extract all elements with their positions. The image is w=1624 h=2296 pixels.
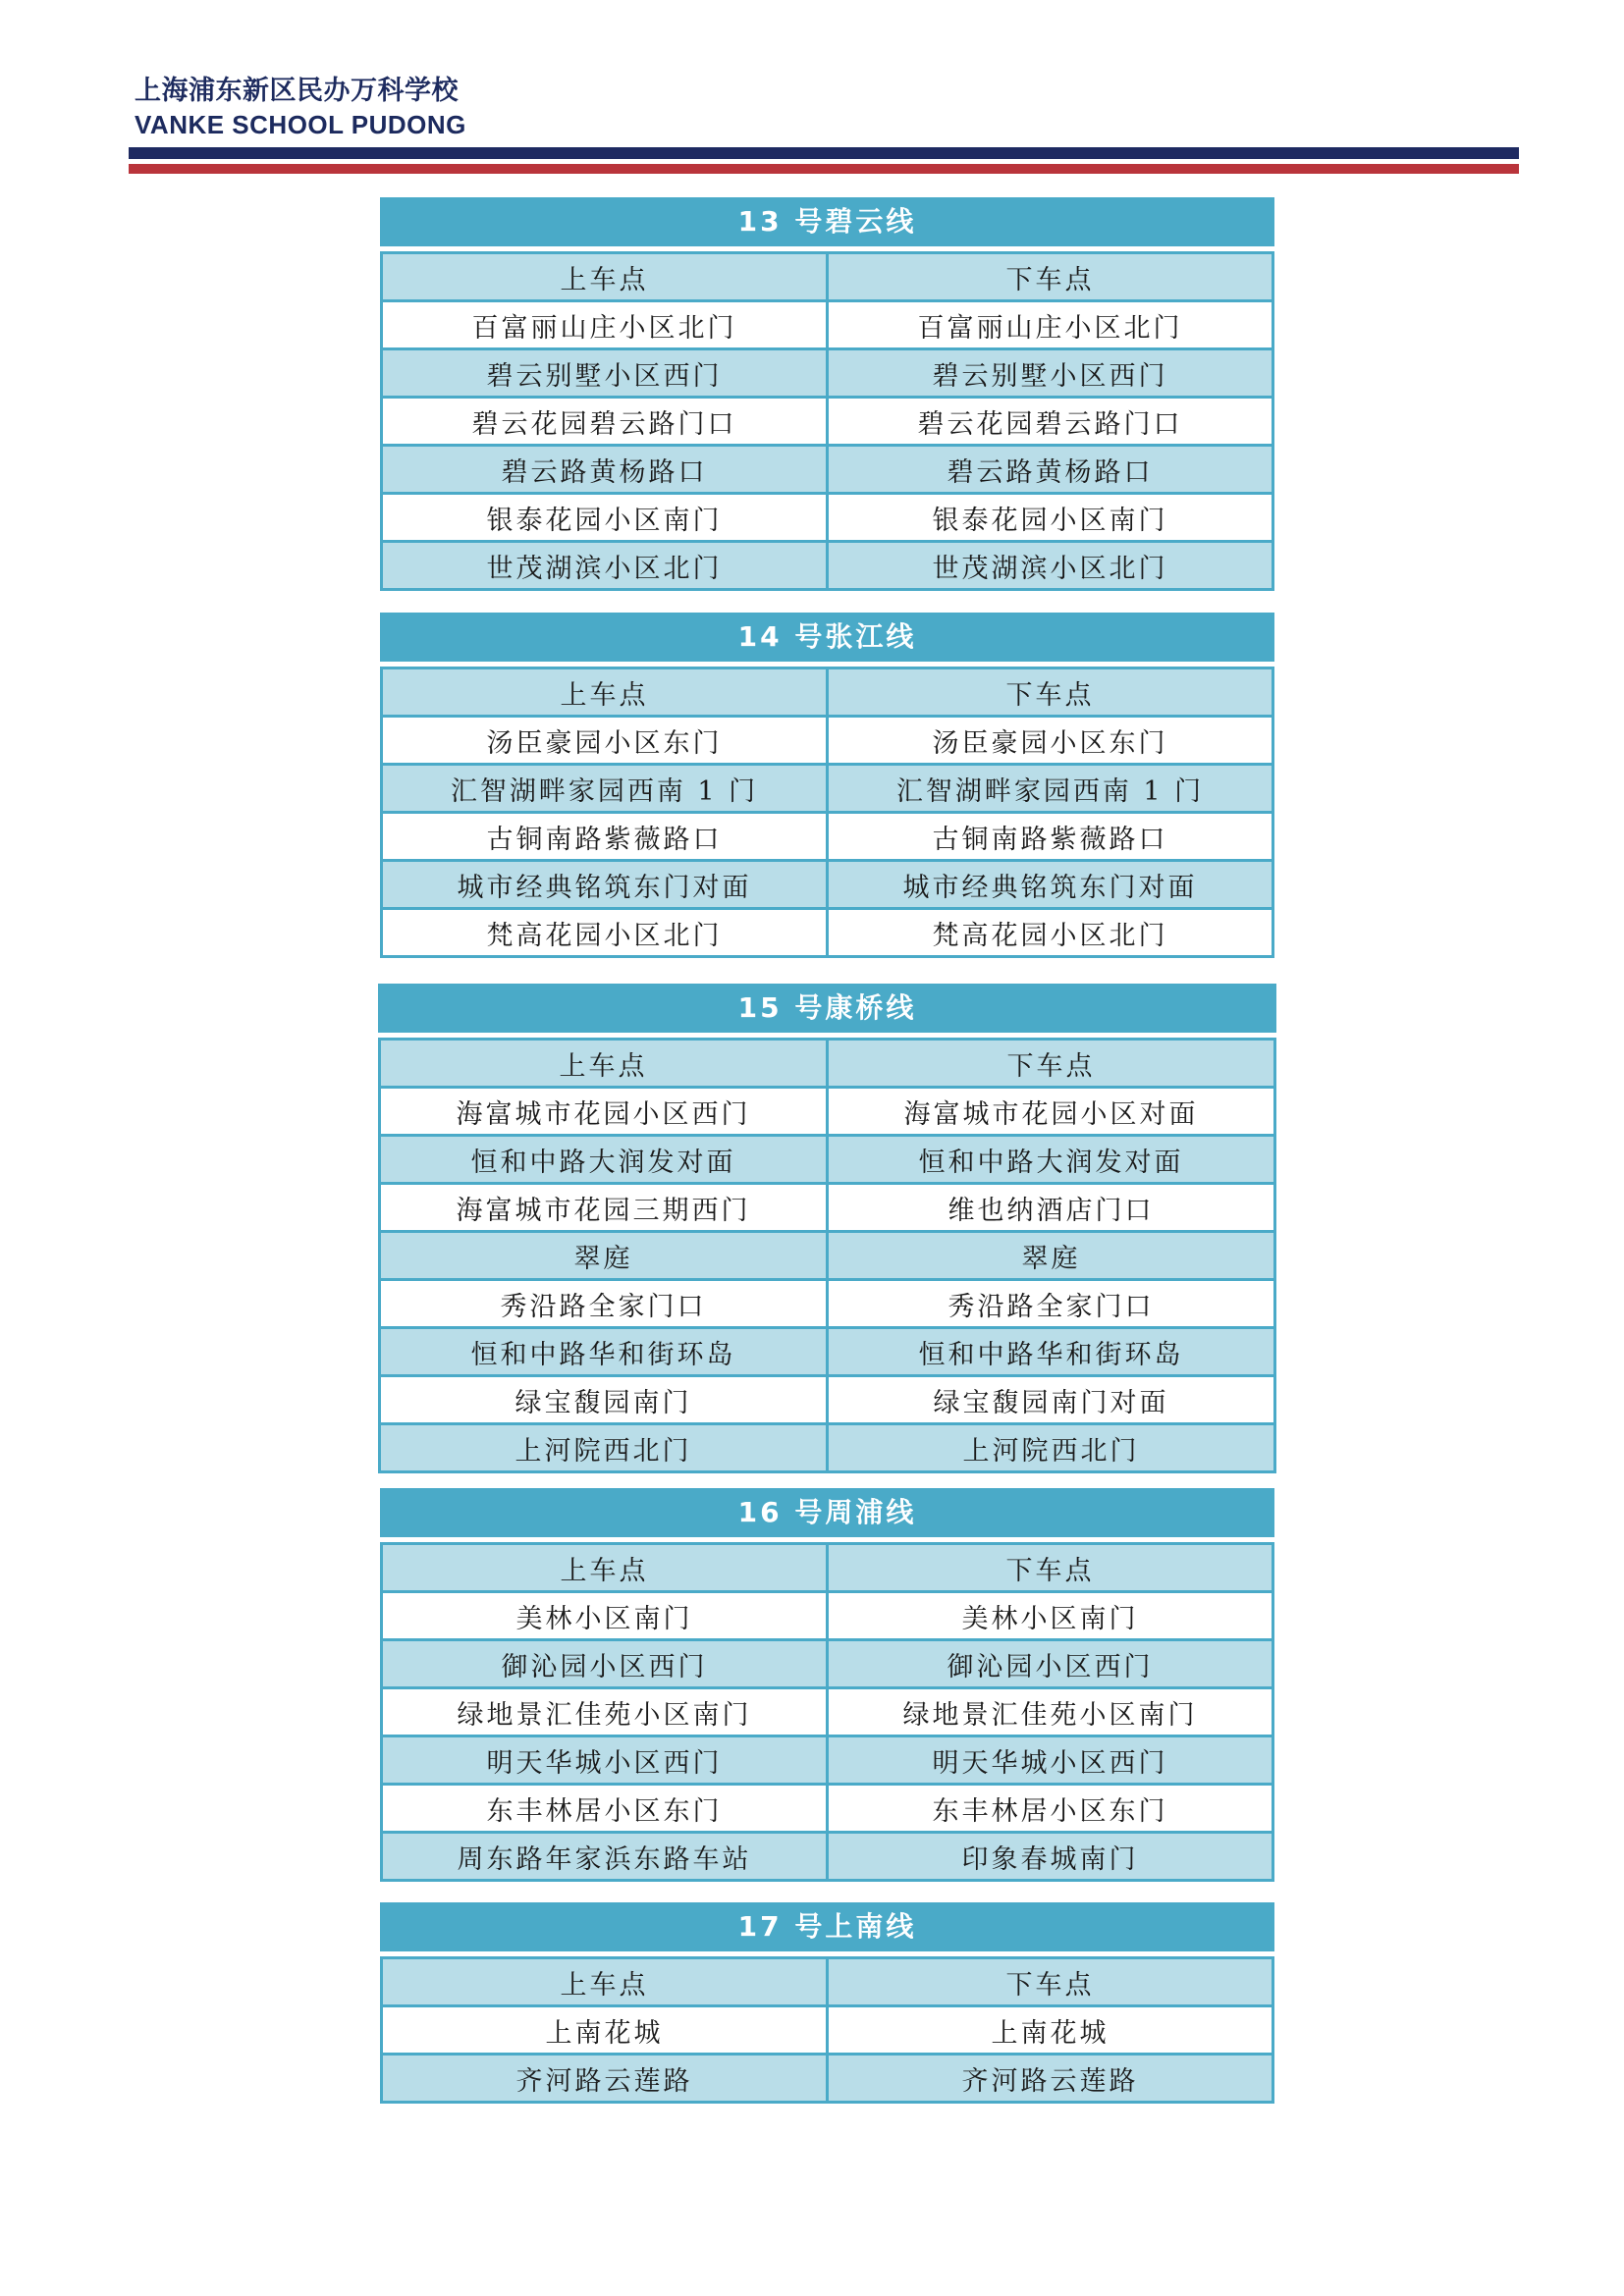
table-row	[382, 813, 1273, 861]
stops-table	[380, 251, 1274, 591]
table-row	[380, 1328, 1275, 1376]
route-title: 14 号张江线	[380, 613, 1274, 662]
alight-stop: 东丰林居小区东门	[828, 1785, 1273, 1833]
route-13-table	[380, 197, 1274, 591]
alight-stop: 城市经典铭筑东门对面	[828, 861, 1273, 909]
alight-stop: 美林小区南门	[828, 1592, 1273, 1640]
board-column-header: 上车点	[382, 668, 828, 717]
board-column-header: 上车点	[382, 1958, 828, 2006]
alight-stop: 上河院西北门	[828, 1424, 1275, 1472]
table-row	[382, 2006, 1273, 2055]
board-stop: 上河院西北门	[380, 1424, 828, 1472]
board-stop: 上南花城	[382, 2006, 828, 2055]
alight-stop: 绿地景汇佳苑小区南门	[828, 1688, 1273, 1736]
board-stop: 碧云别墅小区西门	[382, 349, 828, 398]
board-stop: 绿地景汇佳苑小区南门	[382, 1688, 828, 1736]
board-column-header: 上车点	[382, 1544, 828, 1592]
column-header-row	[382, 253, 1273, 301]
board-stop: 恒和中路华和街环岛	[380, 1328, 828, 1376]
alight-stop: 海富城市花园小区对面	[828, 1088, 1275, 1136]
school-header	[135, 75, 466, 141]
route-17-table	[380, 1902, 1274, 2104]
board-stop: 百富丽山庄小区北门	[382, 301, 828, 349]
board-column-header: 上车点	[382, 253, 828, 301]
header-rule-blue	[129, 147, 1519, 159]
board-stop: 古铜南路紫薇路口	[382, 813, 828, 861]
table-row	[380, 1136, 1275, 1184]
board-stop: 绿宝馥园南门	[380, 1376, 828, 1424]
stops-table	[380, 1956, 1274, 2104]
school-name-chinese: 上海浦东新区民办万科学校	[135, 76, 459, 106]
alight-stop: 百富丽山庄小区北门	[828, 301, 1273, 349]
alight-stop: 汇智湖畔家园西南 1 门	[828, 765, 1273, 813]
board-stop: 美林小区南门	[382, 1592, 828, 1640]
alight-stop: 齐河路云莲路	[828, 2055, 1273, 2103]
board-stop: 东丰林居小区东门	[382, 1785, 828, 1833]
table-row	[382, 909, 1273, 957]
table-row	[382, 301, 1273, 349]
alight-stop: 恒和中路大润发对面	[828, 1136, 1275, 1184]
column-header-row	[382, 1544, 1273, 1592]
alight-column-header: 下车点	[828, 253, 1273, 301]
board-stop: 翠庭	[380, 1232, 828, 1280]
route-title: 13 号碧云线	[380, 197, 1274, 246]
route-15-table	[378, 984, 1276, 1473]
board-stop: 海富城市花园小区西门	[380, 1088, 828, 1136]
board-stop: 周东路年家浜东路车站	[382, 1833, 828, 1881]
header-rule-red	[129, 164, 1519, 174]
route-title: 15 号康桥线	[378, 984, 1276, 1033]
alight-stop: 印象春城南门	[828, 1833, 1273, 1881]
table-row	[382, 717, 1273, 765]
board-stop: 世茂湖滨小区北门	[382, 542, 828, 590]
column-header-row	[382, 1958, 1273, 2006]
alight-stop: 碧云别墅小区西门	[828, 349, 1273, 398]
table-row	[382, 349, 1273, 398]
board-stop: 汤臣豪园小区东门	[382, 717, 828, 765]
board-stop: 海富城市花园三期西门	[380, 1184, 828, 1232]
alight-stop: 世茂湖滨小区北门	[828, 542, 1273, 590]
table-row	[380, 1424, 1275, 1472]
alight-stop: 明天华城小区西门	[828, 1736, 1273, 1785]
stops-table	[380, 1542, 1274, 1882]
table-row	[382, 1640, 1273, 1688]
alight-stop: 碧云花园碧云路门口	[828, 398, 1273, 446]
table-row	[382, 2055, 1273, 2103]
table-row	[382, 765, 1273, 813]
school-name-english: VANKE SCHOOL PUDONG	[135, 110, 466, 139]
alight-stop: 上南花城	[828, 2006, 1273, 2055]
alight-stop: 秀沿路全家门口	[828, 1280, 1275, 1328]
table-row	[382, 1688, 1273, 1736]
board-stop: 恒和中路大润发对面	[380, 1136, 828, 1184]
table-row	[382, 398, 1273, 446]
board-stop: 碧云花园碧云路门口	[382, 398, 828, 446]
alight-stop: 御沁园小区西门	[828, 1640, 1273, 1688]
table-row	[382, 1736, 1273, 1785]
table-row	[380, 1184, 1275, 1232]
alight-stop: 银泰花园小区南门	[828, 494, 1273, 542]
board-stop: 汇智湖畔家园西南 1 门	[382, 765, 828, 813]
table-row	[380, 1232, 1275, 1280]
board-stop: 梵高花园小区北门	[382, 909, 828, 957]
board-stop: 碧云路黄杨路口	[382, 446, 828, 494]
table-row	[380, 1280, 1275, 1328]
table-row	[382, 446, 1273, 494]
alight-stop: 古铜南路紫薇路口	[828, 813, 1273, 861]
table-row	[382, 861, 1273, 909]
board-stop: 秀沿路全家门口	[380, 1280, 828, 1328]
table-row	[380, 1376, 1275, 1424]
board-stop: 城市经典铭筑东门对面	[382, 861, 828, 909]
stops-table	[380, 667, 1274, 958]
table-row	[382, 542, 1273, 590]
table-row	[382, 1785, 1273, 1833]
board-stop: 明天华城小区西门	[382, 1736, 828, 1785]
route-title: 17 号上南线	[380, 1902, 1274, 1951]
alight-column-header: 下车点	[828, 668, 1273, 717]
table-row	[382, 494, 1273, 542]
alight-stop: 恒和中路华和街环岛	[828, 1328, 1275, 1376]
board-column-header: 上车点	[380, 1040, 828, 1088]
alight-stop: 维也纳酒店门口	[828, 1184, 1275, 1232]
board-stop: 银泰花园小区南门	[382, 494, 828, 542]
alight-column-header: 下车点	[828, 1958, 1273, 2006]
board-stop: 齐河路云莲路	[382, 2055, 828, 2103]
route-title: 16 号周浦线	[380, 1488, 1274, 1537]
alight-stop: 翠庭	[828, 1232, 1275, 1280]
alight-stop: 梵高花园小区北门	[828, 909, 1273, 957]
alight-column-header: 下车点	[828, 1544, 1273, 1592]
alight-column-header: 下车点	[828, 1040, 1275, 1088]
table-row	[380, 1088, 1275, 1136]
route-14-table	[380, 613, 1274, 958]
stops-table	[378, 1038, 1276, 1473]
alight-stop: 碧云路黄杨路口	[828, 446, 1273, 494]
route-16-table	[380, 1488, 1274, 1882]
board-stop: 御沁园小区西门	[382, 1640, 828, 1688]
column-header-row	[380, 1040, 1275, 1088]
table-row	[382, 1592, 1273, 1640]
table-row	[382, 1833, 1273, 1881]
alight-stop: 绿宝馥园南门对面	[828, 1376, 1275, 1424]
column-header-row	[382, 668, 1273, 717]
alight-stop: 汤臣豪园小区东门	[828, 717, 1273, 765]
